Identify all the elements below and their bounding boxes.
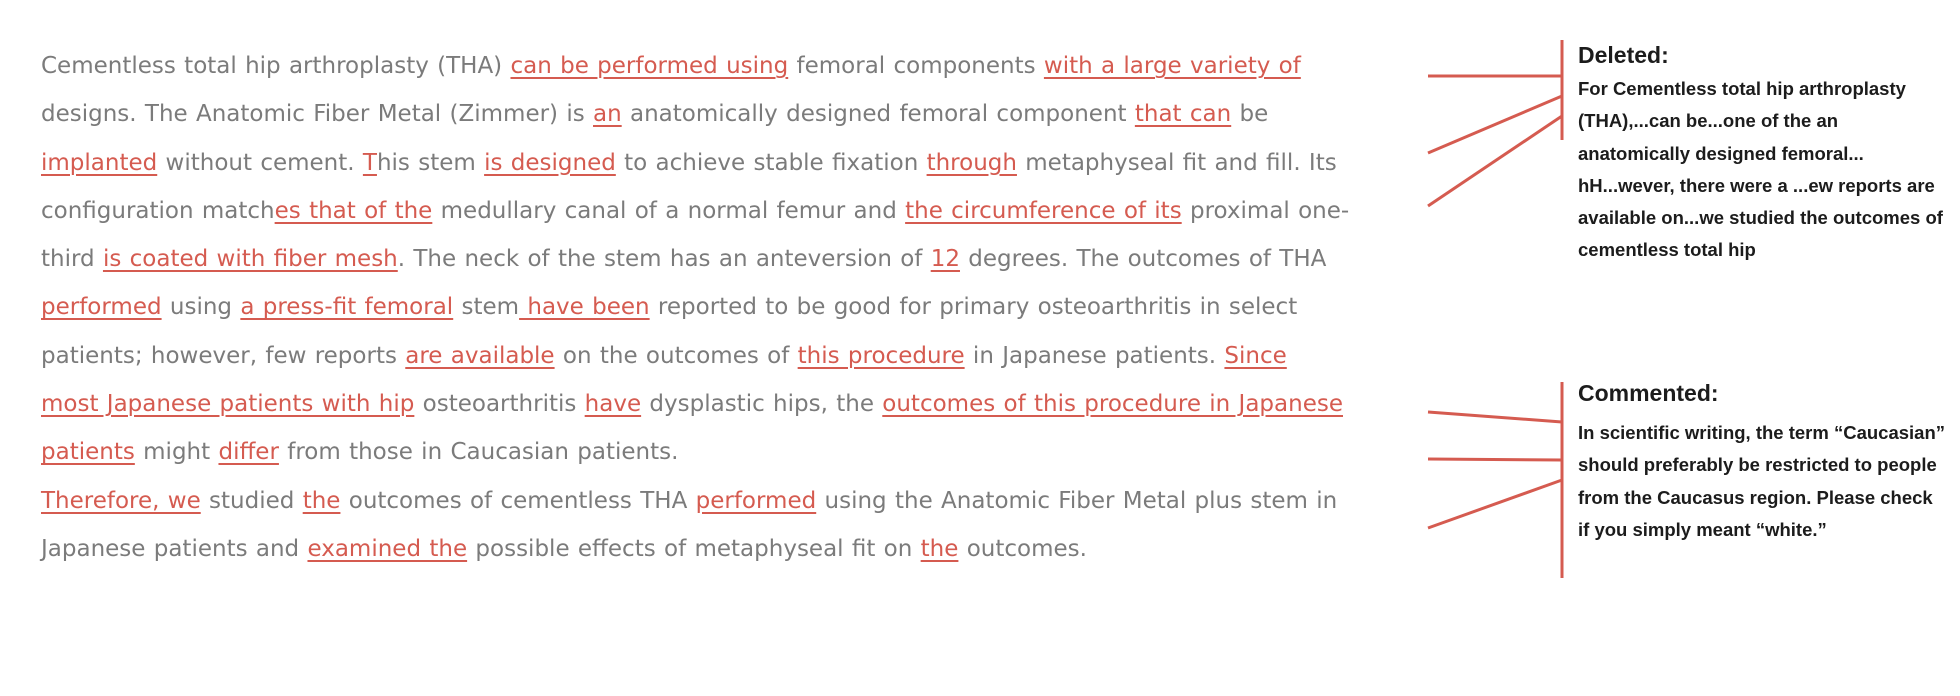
body-text: from those in Caucasian patients. [278,439,679,466]
body-text: without cement. [157,149,363,176]
tracked-insertion[interactable]: patients [41,439,135,466]
body-text: be [1231,101,1269,128]
commented-connector-2 [1428,459,1562,460]
tracked-insertion[interactable]: have [584,391,642,418]
tracked-insertion[interactable]: this procedure [797,342,965,369]
body-text: outcomes of cementless THA [340,487,696,514]
tracked-insertion[interactable]: performed [41,294,162,321]
body-text: using the Anatomic Fiber Metal plus stem in [816,487,1338,514]
body-text: to achieve stable fixation [615,149,927,176]
tracked-insertion[interactable]: the [302,487,341,514]
body-text: outcomes. [958,535,1087,562]
deleted-panel-title: Deleted: [1578,42,1669,68]
body-text: studied [200,487,303,514]
commented-connector-3 [1428,480,1562,528]
deleted-comment-panel[interactable] [1578,42,1948,267]
body-text: osteoarthritis [414,391,585,418]
tracked-insertion[interactable]: the circumference of its [905,197,1182,224]
body-text: configuration match [41,197,275,224]
body-text: third [41,246,103,273]
tracked-insertion[interactable]: are available [405,342,555,369]
tracked-insertion[interactable]: performed [695,487,817,514]
body-text: degrees. The outcomes of THA [959,246,1327,273]
body-text: proximal one- [1181,197,1350,224]
tracked-insertion[interactable]: examined the [307,535,468,562]
body-text: femoral components [788,53,1044,79]
body-text: . The neck of the stem has an anteversion of [397,246,931,273]
tracked-insertion[interactable]: Therefore, we [41,487,201,514]
tracked-insertion[interactable]: T [362,149,377,176]
tracked-insertion[interactable]: the [920,535,959,562]
tracked-insertion[interactable]: es that of the [274,197,433,224]
body-text: Japanese patients and [41,535,308,562]
tracked-insertion[interactable]: most Japanese patients with hip [41,391,415,418]
tracked-insertion[interactable]: can be performed using [510,53,789,79]
tracked-insertion[interactable]: have been [519,294,650,321]
tracked-insertion[interactable]: a press-fit femoral [240,294,454,321]
tracked-insertion[interactable]: that can [1134,101,1232,128]
body-text: his stem [376,149,485,176]
tracked-insertion[interactable]: with a large variety of [1043,53,1301,79]
deleted-panel-body: For Cementless total hip arthroplasty (THA),...can be...one of the an anatomically designed femoral... hH...wever, there were a ...ew reports are available on...we studied the outcomes of cementless total hip [1578,78,1943,261]
tracked-insertion[interactable]: is coated with fiber mesh [102,246,398,273]
tracked-insertion[interactable]: through [926,149,1017,176]
body-text: anatomically designed femoral component [621,101,1135,128]
tracked-insertion[interactable]: implanted [41,149,158,176]
body-text: reported to be good for primary osteoarthritis in select [649,294,1298,321]
commented-panel-title: Commented: [1578,380,1719,406]
tracked-insertion[interactable]: outcomes of this procedure in Japanese [882,391,1343,418]
body-text: possible effects of metaphyseal fit on [467,535,921,562]
body-text: might [134,439,219,466]
tracked-insertion[interactable]: an [593,101,622,128]
tracked-insertion[interactable]: 12 [930,246,960,273]
tracked-insertion[interactable]: differ [218,439,279,466]
body-text: medullary canal of a normal femur and [432,197,906,224]
deleted-connector-3 [1428,116,1562,206]
body-text: designs. The Anatomic Fiber Metal (Zimmer) is [41,101,594,128]
commented-comment-panel[interactable] [1578,380,1948,546]
body-text: in Japanese patients. [964,342,1225,369]
body-text: on the outcomes of [554,342,798,369]
body-text: using [161,294,241,321]
body-text: stem [453,294,520,321]
commented-connector-1 [1428,412,1562,422]
tracked-insertion[interactable]: Since [1224,342,1287,369]
body-text: metaphyseal fit and fill. Its [1016,149,1337,176]
body-text: Cementless total hip arthroplasty (THA) [41,53,511,79]
deleted-connector-2 [1428,96,1562,153]
body-text: dysplastic hips, the [641,391,883,418]
tracked-insertion[interactable]: is designed [484,149,616,176]
commented-panel-body: In scientific writing, the term “Caucasian” should preferably be restricted to people from the Caucasus region. Please check if you simply meant “white.” [1578,422,1946,540]
body-text: patients; however, few reports [41,342,406,369]
